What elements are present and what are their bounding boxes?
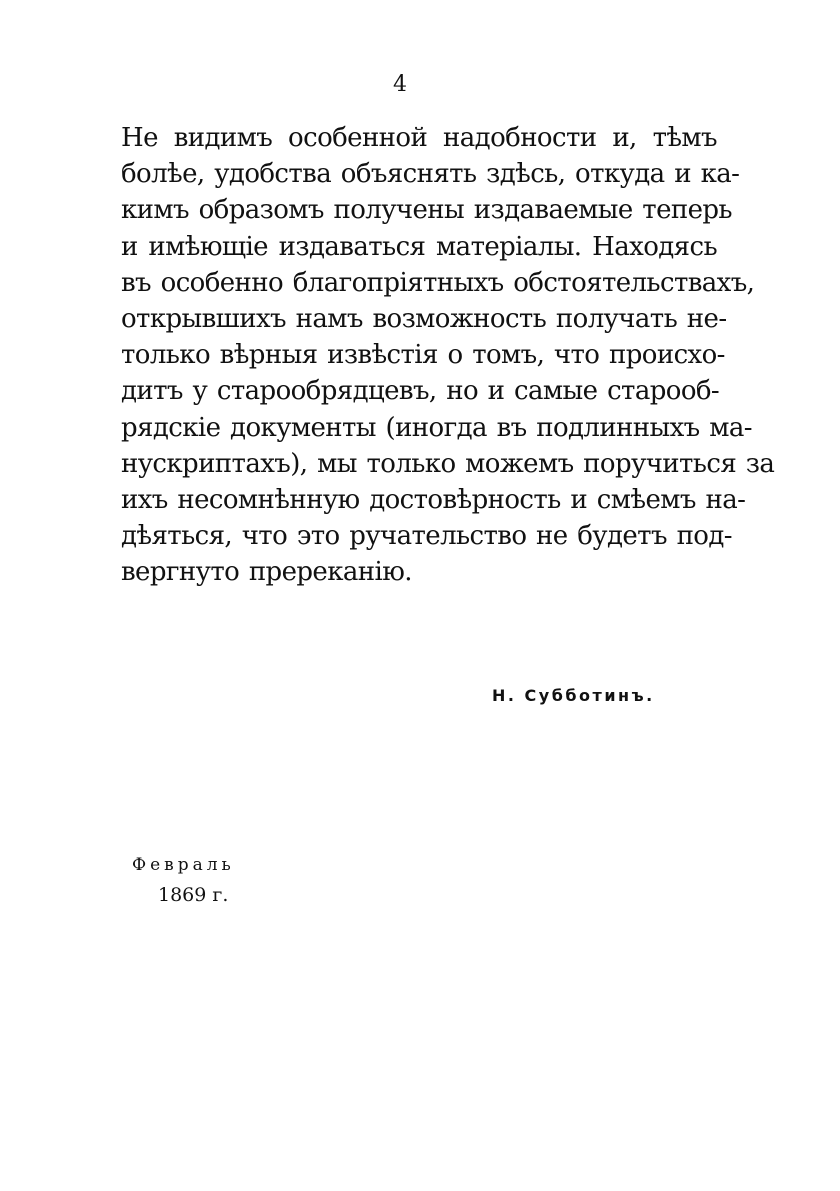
paragraph-line: вергнуто пререканію. [121,557,412,588]
preface-paragraph [121,120,775,590]
author-signature: Н. Субботинъ. [492,686,655,705]
paragraph-line: ихъ несомнѣнную достовѣрность и смѣемъ на- [121,484,746,515]
paragraph-line: рядскіе документы (иногда въ подлинныхъ ма- [121,412,752,443]
paragraph-line: дѣяться, что это ручательство не будетъ под- [121,521,732,552]
paragraph-line: Не видимъ особенной надобности и, тѣмъ [121,123,717,153]
paragraph-line: только вѣрныя извѣстія о томъ, что происхо- [121,340,725,371]
paragraph-line: въ особенно благопріятныхъ обстоятельствахъ, [121,267,755,298]
paragraph-line: открывшихъ намъ возможность получать не- [121,303,727,334]
paragraph-line: нускриптахъ), мы только можемъ поручиться за [121,448,775,479]
paragraph-line: кимъ образомъ получены издаваемые теперь [121,195,732,226]
date-year: 1869 г. [158,884,229,906]
page-number: 4 [393,72,407,97]
date-month: Февраль [132,855,235,875]
paragraph-line: и имѣющіе издаваться матеріалы. Находясь [121,231,717,262]
paragraph-line: болѣе, удобства объяснять здѣсь, откуда и ка- [121,159,740,190]
paragraph-line: дитъ у старообрядцевъ, но и самые старооб- [121,376,720,407]
